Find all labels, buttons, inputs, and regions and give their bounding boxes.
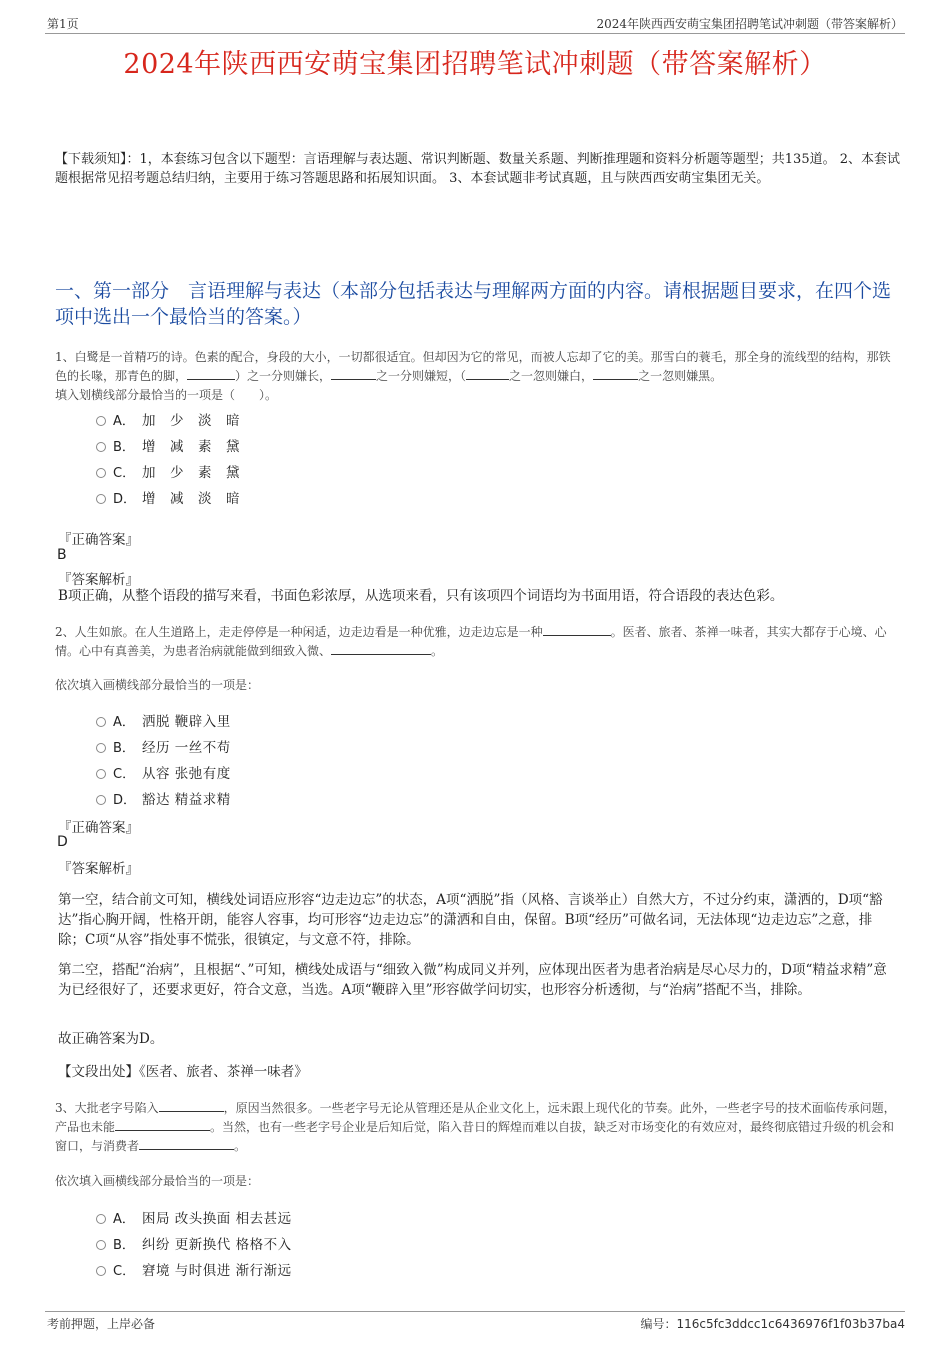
radio-icon[interactable]: [96, 442, 106, 452]
answer-label: 『正确答案』: [58, 532, 139, 548]
analysis-conclusion: 故正确答案为D。: [58, 1031, 164, 1047]
question-2-prompt: 依次填入画横线部分最恰当的一项是：: [55, 678, 260, 692]
download-notice: 【下载须知】：1，本套练习包含以下题型：言语理解与表达题、常识判断题、数量关系题、判断推理题和资料分析题等题型；共135道。 2、本套试题根据常见招考题总结归纳，主要用于练习答题思路和拓展知识面。 3、本套试题非考试真题，且与陕西西安萌宝集团无关。: [55, 152, 900, 186]
radio-icon[interactable]: [96, 1240, 106, 1250]
radio-icon[interactable]: [96, 769, 106, 779]
analysis-label: 『答案解析』: [58, 572, 139, 588]
blank: [543, 624, 611, 636]
answer-value: D: [57, 834, 68, 850]
radio-icon[interactable]: [96, 494, 106, 504]
question-2-option-a[interactable]: A． 洒脱 鞭辟入里: [96, 710, 231, 730]
blank: [159, 1100, 224, 1112]
blank: [139, 1138, 234, 1150]
radio-icon[interactable]: [96, 468, 106, 478]
question-1-option-d[interactable]: D． 增 减 淡 暗: [96, 487, 240, 507]
page-number: 第1页: [47, 17, 79, 31]
question-2-stem: 2、人生如旅。在人生道路上，走走停停是一种闲适，边走边看是一种优雅，边走边忘是一种 。医者、旅者、茶禅一味者，其实大都存于心境、心情。心中有真善美，为患者治病就能做到细致入微、 。: [55, 625, 887, 658]
radio-icon[interactable]: [96, 717, 106, 727]
blank: [593, 368, 638, 380]
source-citation: 【文段出处】《医者、旅者、茶禅一味者》: [58, 1064, 308, 1080]
blank: [331, 368, 376, 380]
analysis-paragraph-1: 第一空，结合前文可知，横线处词语应形容“边走边忘”的状态，A项“洒脱”指（风格、言谈举止）自然大方，不过分约束，潇洒的，D项“豁达”指心胸开阔，性格开朗，能容人容事，均可形容“边走边忘”的潇洒和自由，保留。B项“经历”可做名词，无法体现“边走边忘”之意，排除；C项“从容”指处事不慌张，很镇定，与文意不符，排除。: [58, 892, 883, 948]
footer-slogan: 考前押题，上岸必备: [47, 1317, 156, 1331]
blank: [331, 643, 431, 655]
question-2-option-d[interactable]: D． 豁达 精益求精: [96, 788, 231, 808]
radio-icon[interactable]: [96, 743, 106, 753]
blank: [115, 1119, 210, 1131]
footer-serial: 编号：116c5fc3ddcc1c6436976f1f03b37ba4: [640, 1317, 905, 1331]
radio-icon[interactable]: [96, 1214, 106, 1224]
section-heading: 一、第一部分 言语理解与表达（本部分包括表达与理解两方面的内容。请根据题目要求，在四个选项中选出一个最恰当的答案。）: [55, 280, 892, 328]
page-title: 2024年陕西西安萌宝集团招聘笔试冲刺题（带答案解析）: [123, 49, 827, 80]
question-1-option-b[interactable]: B． 增 减 素 黛: [96, 435, 240, 455]
radio-icon[interactable]: [96, 1266, 106, 1276]
header-doc-title: 2024年陕西西安萌宝集团招聘笔试冲刺题（带答案解析）: [596, 17, 903, 31]
question-2-option-b[interactable]: B． 经历 一丝不苟: [96, 736, 231, 756]
question-2-option-c[interactable]: C． 从容 张弛有度: [96, 762, 231, 782]
answer-value: B: [57, 547, 67, 563]
question-1-option-c[interactable]: C． 加 少 素 黛: [96, 461, 240, 481]
analysis-paragraph-2: 第二空，搭配“治病”，且根据“、”可知，横线处成语与“细致入微”构成同义并列，应体现出医者为患者治病是尽心尽力的，D项“精益求精”意为已经很好了，还要求更好，符合文意，当选。A项“鞭辟入里”形容做学问切实，也形容分析透彻，与“治病”搭配不当，排除。: [58, 962, 887, 998]
question-3-prompt: 依次填入画横线部分最恰当的一项是：: [55, 1174, 260, 1188]
analysis-label: 『答案解析』: [58, 861, 139, 877]
radio-icon[interactable]: [96, 416, 106, 426]
answer-label: 『正确答案』: [58, 820, 139, 836]
header-rule: [45, 33, 905, 34]
question-3-option-a[interactable]: A． 困局 改头换面 相去甚远: [96, 1207, 292, 1227]
question-3-stem: 3、大批老字号陷入 ，原因当然很多。一些老字号无论从管理还是从企业文化上，远未跟上现代化的节奏。此外，一些老字号的技术面临传承问题，产品也未能 。当然，也有一些老字号企业是后知后觉，陷入昔日的辉煌而难以自拔，缺乏对市场变化的有效应对，最终彻底错过升级的机会和窗口，与消费者 。: [55, 1101, 896, 1153]
analysis-text: B项正确，从整个语段的描写来看，书面色彩浓厚，从选项来看，只有该项四个词语均为书面用语，符合语段的表达色彩。: [58, 588, 784, 604]
blank: [187, 368, 235, 380]
question-3-option-b[interactable]: B． 纠纷 更新换代 格格不入: [96, 1233, 292, 1253]
question-1-option-a[interactable]: A． 加 少 淡 暗: [96, 409, 240, 429]
footer-rule: [45, 1311, 905, 1312]
question-3-option-c[interactable]: C． 窘境 与时俱进 渐行渐远: [96, 1259, 292, 1279]
question-1-stem: 1、白鹭是一首精巧的诗。色素的配合，身段的大小，一切都很适宜。但却因为它的常见，而被人忘却了它的美。那雪白的蓑毛，那全身的流线型的结构，那铁色的长喙，那青色的脚， ）之一分则嫌长， 之一分则嫌短，（ 之一忽则嫌白， 之一忽则嫌黑。 填入划横线部分最恰当的一项是（ ）。: [55, 350, 891, 402]
blank: [466, 368, 509, 380]
radio-icon[interactable]: [96, 795, 106, 805]
